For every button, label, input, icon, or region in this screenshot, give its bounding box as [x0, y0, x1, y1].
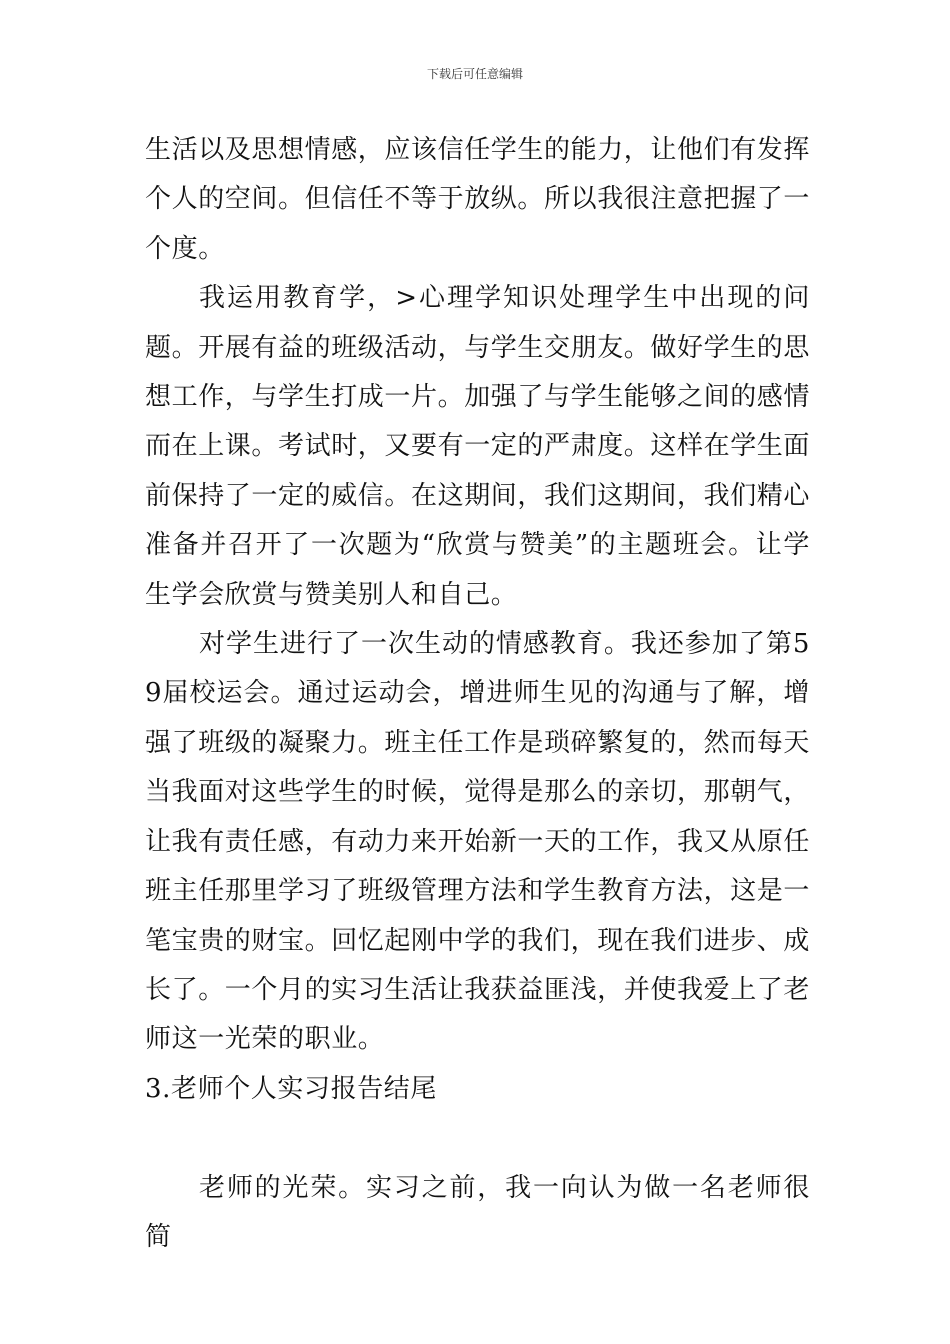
section-heading: 3.老师个人实习报告结尾	[145, 1073, 438, 1104]
paragraph-2: 我运用教育学，>心理学知识处理学生中出现的问题。开展有益的班级活动，与学生交朋友。做好学生的思想工作，与学生打成一片。加强了与学生能够之间的感情而在上课。考试时，又要有一定的严肃度。这样在学生面前保持了一定的威信。在这期间，我们这期间，我们精心准备并召开了一次题为“欣赏与赞美”的主题班会。让学生学会欣赏与赞美别人和自己。	[145, 283, 811, 610]
blank-line	[145, 1114, 810, 1163]
paragraph-3: 对学生进行了一次生动的情感教育。我还参加了第59届校运会。通过运动会，增进师生见的沟通与了解，增强了班级的凝聚力。班主任工作是琐碎繁复的，然而每天当我面对这些学生的时候，觉得是那么的亲切，那朝气，让我有责任感，有动力来开始新一天的工作，我又从原任班主任那里学习了班级管理方法和学生教育方法，这是一笔宝贵的财宝。回忆起刚中学的我们，现在我们进步、成长了。一个月的实习生活让我获益匪浅，并使我爱上了老师这一光荣的职业。	[145, 629, 811, 1055]
paragraph-1: 生活以及思想情感，应该信任学生的能力，让他们有发挥个人的空间。但信任不等于放纵。所以我很注意把握了一个度。	[145, 135, 811, 264]
document-body	[145, 126, 810, 1262]
page-header-note: 下载后可任意编辑	[426, 67, 523, 81]
closing-paragraph: 老师的光荣。实习之前，我一向认为做一名老师很简	[145, 1172, 810, 1252]
